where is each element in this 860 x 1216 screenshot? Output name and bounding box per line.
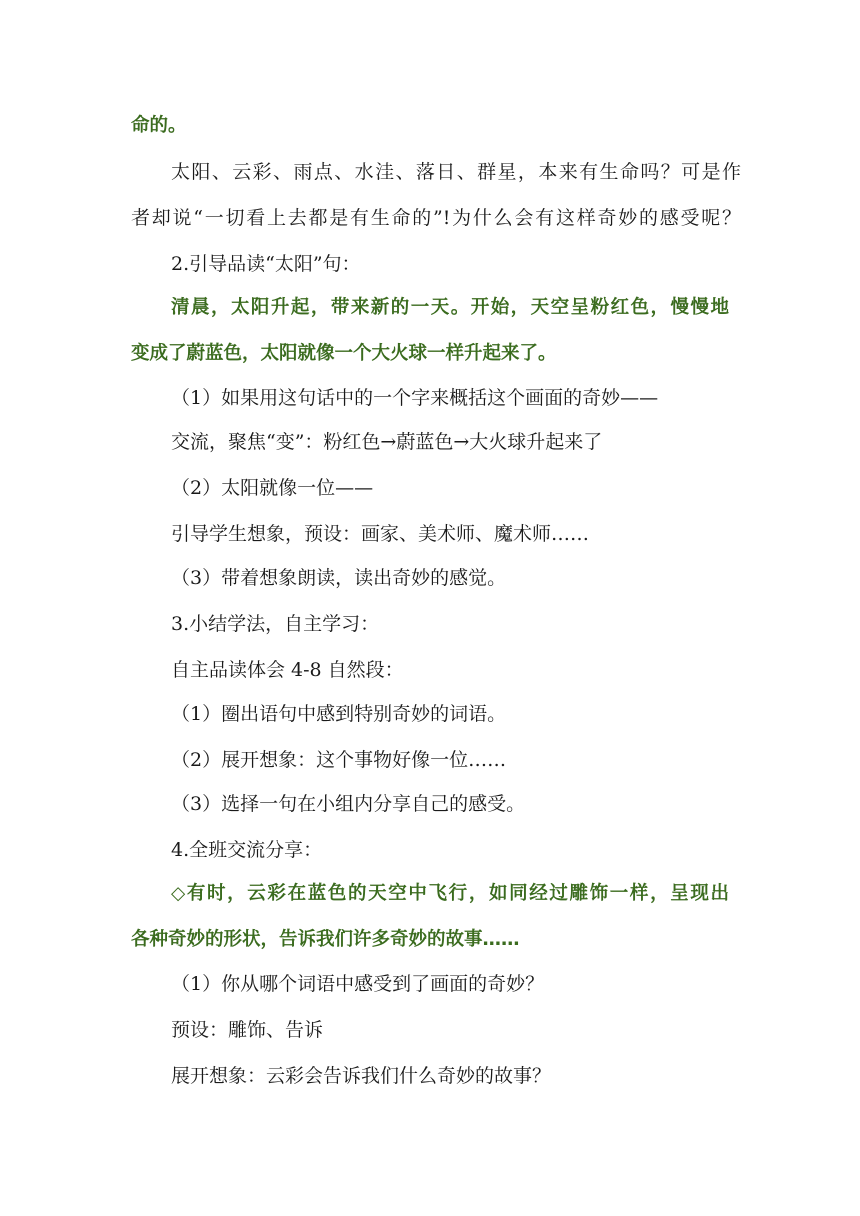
text-line: 展开想象：云彩会告诉我们什么奇妙的故事？ — [171, 1065, 552, 1087]
text-line: （3）选择一句在小组内分享自己的感受。 — [171, 793, 526, 815]
text-line: （1）你从哪个词语中感受到了画面的奇妙？ — [171, 973, 545, 995]
text-line: 命的。 — [131, 115, 187, 136]
text-line: 3.小结学法，自主学习： — [171, 613, 380, 635]
text-line: 交流，聚焦“变”：粉红色→蔚蓝色→大火球升起来了 — [171, 431, 603, 453]
highlight-line: 变成了蔚蓝色，太阳就像一个大火球一样升起来了。 — [131, 343, 557, 364]
highlight-line: 各种奇妙的形状，告诉我们许多奇妙的故事…… — [131, 929, 520, 950]
text-line: （1）圈出语句中感到特别奇妙的词语。 — [171, 703, 507, 725]
highlight-line: 清晨，太阳升起，带来新的一天。开始，天空呈粉红色，慢慢地 — [171, 297, 729, 318]
text-line: 2.引导品读“太阳”句： — [171, 253, 361, 275]
text-line: 4.全班交流分享： — [171, 839, 323, 861]
text-line: 自主品读体会 4-8 自然段： — [171, 659, 404, 681]
text-line: （2）太阳就像一位—— — [171, 477, 374, 499]
text-line: （3）带着想象朗读，读出奇妙的感觉。 — [171, 567, 507, 589]
text-line: （1）如果用这句话中的一个字来概括这个画面的奇妙—— — [171, 387, 659, 409]
text-line: 引导学生想象，预设：画家、美术师、魔术师…… — [171, 523, 590, 545]
text-line: （2）展开想象：这个事物好像一位…… — [171, 749, 507, 771]
text-line: 预设：雕饰、告诉 — [171, 1019, 324, 1041]
text-line: 者却说“一切看上去都是有生命的”!为什么会有这样奇妙的感受呢？ — [131, 207, 741, 229]
text-line: 太阳、云彩、雨点、水洼、落日、群星，本来有生命吗？可是作 — [171, 161, 741, 183]
highlight-line: ◇有时，云彩在蓝色的天空中飞行，如同经过雕饰一样，呈现出 — [171, 883, 729, 904]
